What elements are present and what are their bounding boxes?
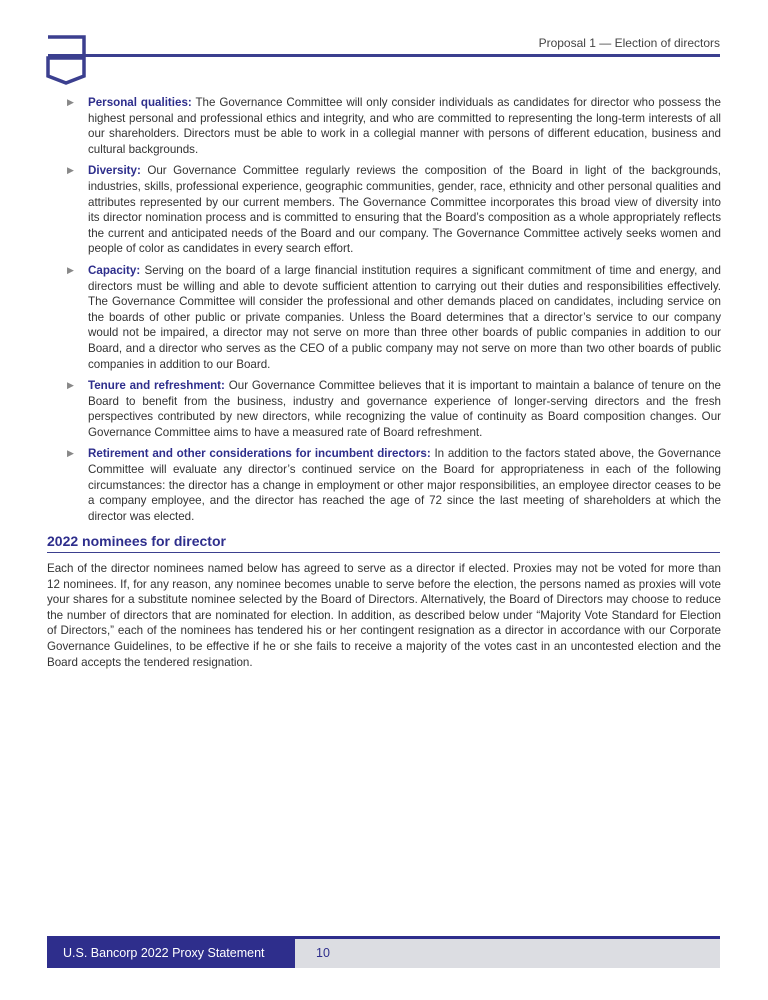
section-heading: 2022 nominees for director — [47, 533, 720, 553]
header-rule — [48, 54, 720, 57]
item-lead: Tenure and refreshment: — [88, 379, 225, 393]
triangle-bullet-icon: ▶ — [67, 448, 74, 459]
list-item — [67, 263, 721, 372]
item-lead: Personal qualities: — [88, 96, 192, 109]
list-item — [67, 446, 721, 524]
item-text: Serving on the board of a large financial institution requires a significant commitment of time and energy, and directors must be willing and able to devote sufficient attention to carrying out their duties and responsibilities effectively. The Governance Committee will consider the professional and other demands placed on candidates, including service on the boards of other public or private companies. Unless the Board determines that a director’s service to our company would not be impaired, a director may not serve on more than three other boards of public companies in addition to our Board, and a director who serves as the CEO of a public company may not serve on more than two other boards of public companies in addition to our Board. — [88, 263, 721, 371]
criteria-list — [67, 95, 721, 530]
triangle-bullet-icon: ▶ — [67, 264, 74, 275]
page-number: 10 — [316, 946, 330, 960]
triangle-bullet-icon: ▶ — [67, 165, 74, 176]
footer-title: U.S. Bancorp 2022 Proxy Statement — [47, 939, 295, 968]
triangle-bullet-icon: ▶ — [67, 380, 74, 391]
item-lead: Capacity: — [88, 263, 141, 277]
section-paragraph: Each of the director nominees named below has agreed to serve as a director if elected. Proxies may not be voted for more than 12 nominees. If, for any reason, any nominee becomes unable to serve before the election, the persons named as proxies will vote your shares for a substitute nominee selected by the Board of Directors. Alternatively, the Board of Directors may choose to reduce the number of directors that are nominated for election. In addition, as described below under “Majority Vote Standard for Election of Directors,” each of the nominees has tendered his or her contingent resignation as a director in accordance with our Corporate Governance Guidelines, to be effective if he or she fails to receive a majority of the votes cast in an uncontested election and the Board accepts the tendered resignation. — [47, 562, 721, 669]
list-item — [67, 95, 721, 157]
item-text: Our Governance Committee regularly reviews the composition of the Board in light of the backgrounds, industries, skills, professional experience, geographic communities, gender, race, ethnicity and other personal qualities and attributes represented by our current members. The Governance Committee incorporates this broad view of diversity into its director nomination process and is committed to ensuring that the Board’s composition as a whole appropriately reflects the current and anticipated needs of the Board and our company. The Governance Committee actively seeks women and people of color as candidates in every search effort. — [88, 164, 721, 256]
list-item — [67, 378, 721, 440]
shield-logo-icon — [44, 34, 90, 86]
item-text: Our Governance Committee believes that it is important to maintain a balance of tenure on the Board to benefit from the business, industry and governance experience of longer-serving directors and the fresh perspectives contributed by new directors, while recognizing the value of continuity as Board composition changes. Our Governance Committee aims to have a measured rate of Board refreshment. — [88, 379, 722, 439]
item-lead: Retirement and other considerations for incumbent directors: — [88, 447, 431, 461]
item-text: The Governance Committee will only consider individuals as candidates for director who possess the highest personal and professional ethics and integrity, and who are committed to representing the long-term interests of all our shareholders. Directors must be able to work in a collegial manner with persons of different education, business and cultural backgrounds. — [88, 96, 721, 156]
list-item — [67, 163, 721, 257]
footer — [47, 936, 720, 968]
item-text: In addition to the factors stated above, the Governance Committee will evaluate any director’s continued service on the Board for appropriateness in each of the following circumstances: the director has a change in employment or other major responsibilities, an employee director ceases to be a company employee, and the director has reached the age of 72 since the last meeting of shareholders at which the director was elected. — [88, 447, 721, 523]
item-lead: Diversity: — [88, 164, 141, 178]
header-title: Proposal 1 — Election of directors — [538, 36, 720, 50]
triangle-bullet-icon: ▶ — [67, 97, 74, 107]
